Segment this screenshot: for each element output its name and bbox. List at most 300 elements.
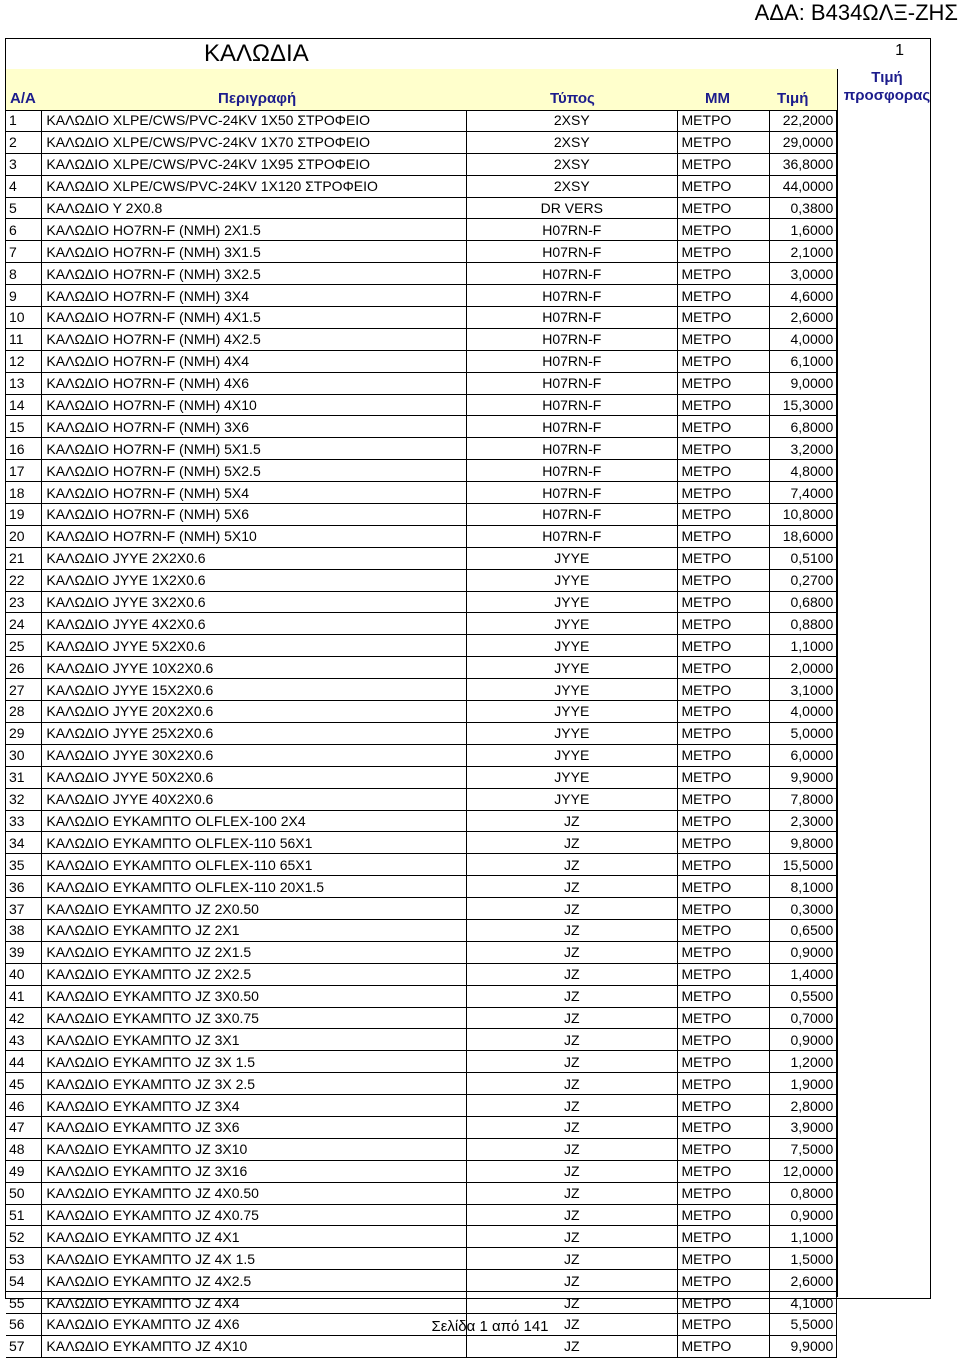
row-offer-price [837, 1073, 930, 1095]
row-unit: ΜΕΤΡΟ [677, 1313, 770, 1335]
row-price: 1,4000 [770, 963, 837, 985]
row-number: 32 [6, 788, 42, 810]
row-description: ΚΑΛΩΔΙΟ XLPE/CWS/PVC-24KV 1X50 ΣΤΡΟΦΕΙΟ [42, 110, 467, 131]
row-type: JZ [467, 876, 677, 898]
table-row [6, 372, 930, 394]
row-number: 1 [6, 110, 42, 131]
row-unit: ΜΕΤΡΟ [677, 372, 770, 394]
table-row [6, 1007, 930, 1029]
row-number: 8 [6, 263, 42, 285]
price-table [6, 110, 930, 1358]
row-offer-price [837, 307, 930, 329]
table-row [6, 1204, 930, 1226]
row-description: ΚΑΛΩΔΙΟ ΗΟ7RN-F (NMH) 4X6 [42, 372, 467, 394]
row-type: JZ [467, 832, 677, 854]
row-type: JZ [467, 898, 677, 920]
header-aa: Α/Α [10, 90, 36, 107]
table-row [6, 722, 930, 744]
row-type: JZ [467, 963, 677, 985]
table-row [6, 394, 930, 416]
row-number: 18 [6, 482, 42, 504]
row-unit: ΜΕΤΡΟ [677, 1335, 770, 1357]
table-row [6, 1138, 930, 1160]
table-row [6, 219, 930, 241]
row-type: JZ [467, 919, 677, 941]
row-offer-price [837, 1270, 930, 1292]
row-unit: ΜΕΤΡΟ [677, 285, 770, 307]
row-number: 28 [6, 701, 42, 723]
row-number: 2 [6, 131, 42, 153]
row-price: 0,9000 [770, 1204, 837, 1226]
row-unit: ΜΕΤΡΟ [677, 898, 770, 920]
row-price: 10,8000 [770, 504, 837, 526]
row-price: 29,0000 [770, 131, 837, 153]
table-row [6, 241, 930, 263]
row-type: 2XSY [467, 175, 677, 197]
row-offer-price [837, 963, 930, 985]
row-type: JYYE [467, 657, 677, 679]
row-description: ΚΑΛΩΔΙΟ ΕΥΚΑΜΠΤΟ OLFLEX-110 65X1 [42, 854, 467, 876]
row-unit: ΜΕΤΡΟ [677, 679, 770, 701]
row-type: H07RN-F [467, 263, 677, 285]
table-row [6, 525, 930, 547]
header-offer-price: Τιμή προσφορας [843, 69, 931, 104]
row-type: JYYE [467, 744, 677, 766]
row-unit: ΜΕΤΡΟ [677, 1029, 770, 1051]
row-unit: ΜΕΤΡΟ [677, 394, 770, 416]
row-offer-price [837, 1116, 930, 1138]
row-price: 7,4000 [770, 482, 837, 504]
row-number: 10 [6, 307, 42, 329]
row-number: 27 [6, 679, 42, 701]
table-row [6, 569, 930, 591]
row-type: H07RN-F [467, 328, 677, 350]
row-price: 1,6000 [770, 219, 837, 241]
table-row [6, 898, 930, 920]
row-offer-price [837, 788, 930, 810]
row-type: JZ [467, 1051, 677, 1073]
row-offer-price [837, 350, 930, 372]
row-type: JYYE [467, 788, 677, 810]
row-description: ΚΑΛΩΔΙΟ ΕΥΚΑΜΠΤΟ OLFLEX-110 56X1 [42, 832, 467, 854]
row-description: ΚΑΛΩΔΙΟ XLPE/CWS/PVC-24KV 1X70 ΣΤΡΟΦΕΙΟ [42, 131, 467, 153]
row-number: 33 [6, 810, 42, 832]
row-type: H07RN-F [467, 307, 677, 329]
row-number: 26 [6, 657, 42, 679]
header-description: Περιγραφή [218, 90, 297, 107]
row-description: ΚΑΛΩΔΙΟ ΗΟ7RN-F (NMH) 3X1.5 [42, 241, 467, 263]
row-number: 4 [6, 175, 42, 197]
row-unit: ΜΕΤΡΟ [677, 919, 770, 941]
table-row [6, 438, 930, 460]
row-type: JYYE [467, 569, 677, 591]
row-price: 0,2700 [770, 569, 837, 591]
row-description: ΚΑΛΩΔΙΟ ΗΟ7RN-F (NMH) 4X10 [42, 394, 467, 416]
row-unit: ΜΕΤΡΟ [677, 1007, 770, 1029]
row-description: ΚΑΛΩΔΙΟ XLPE/CWS/PVC-24KV 1X95 ΣΤΡΟΦΕΙΟ [42, 153, 467, 175]
table-row [6, 657, 930, 679]
table-row [6, 1095, 930, 1117]
table-row [6, 701, 930, 723]
row-description: ΚΑΛΩΔΙΟ ΕΥΚΑΜΠΤΟ OLFLEX-110 20X1.5 [42, 876, 467, 898]
row-number: 25 [6, 635, 42, 657]
row-type: H07RN-F [467, 504, 677, 526]
table-row [6, 679, 930, 701]
row-price: 3,2000 [770, 438, 837, 460]
row-type: JZ [467, 941, 677, 963]
row-unit: ΜΕΤΡΟ [677, 131, 770, 153]
row-type: H07RN-F [467, 372, 677, 394]
row-number: 56 [6, 1313, 42, 1335]
row-type: H07RN-F [467, 350, 677, 372]
row-type: 2XSY [467, 153, 677, 175]
row-type: JZ [467, 1138, 677, 1160]
row-type: JZ [467, 1073, 677, 1095]
row-unit: ΜΕΤΡΟ [677, 504, 770, 526]
table-row [6, 1051, 930, 1073]
row-price: 6,8000 [770, 416, 837, 438]
row-offer-price [837, 153, 930, 175]
row-offer-price [837, 1138, 930, 1160]
row-unit: ΜΕΤΡΟ [677, 657, 770, 679]
row-number: 16 [6, 438, 42, 460]
row-number: 36 [6, 876, 42, 898]
row-unit: ΜΕΤΡΟ [677, 416, 770, 438]
row-price: 0,9000 [770, 941, 837, 963]
row-price: 0,8000 [770, 1182, 837, 1204]
row-type: H07RN-F [467, 241, 677, 263]
row-number: 14 [6, 394, 42, 416]
row-unit: ΜΕΤΡΟ [677, 1270, 770, 1292]
table-row [6, 416, 930, 438]
row-description: ΚΑΛΩΔΙΟ ΕΥΚΑΜΠΤΟ JZ 3X0.75 [42, 1007, 467, 1029]
row-description: ΚΑΛΩΔΙΟ ΗΟ7RN-F (NMH) 5X6 [42, 504, 467, 526]
table-row [6, 307, 930, 329]
row-description: ΚΑΛΩΔΙΟ ΕΥΚΑΜΠΤΟ JZ 3X 2.5 [42, 1073, 467, 1095]
row-type: JZ [467, 1160, 677, 1182]
row-description: ΚΑΛΩΔΙΟ ΕΥΚΑΜΠΤΟ OLFLEX-100 2X4 [42, 810, 467, 832]
row-price: 0,6800 [770, 591, 837, 613]
row-description: ΚΑΛΩΔΙΟ ΕΥΚΑΜΠΤΟ JZ 4X2.5 [42, 1270, 467, 1292]
row-price: 0,7000 [770, 1007, 837, 1029]
row-description: ΚΑΛΩΔΙΟ JYYE 20X2X0.6 [42, 701, 467, 723]
row-description: ΚΑΛΩΔΙΟ ΗΟ7RN-F (NMH) 3X4 [42, 285, 467, 307]
row-price: 2,6000 [770, 307, 837, 329]
row-unit: ΜΕΤΡΟ [677, 1073, 770, 1095]
row-offer-price [837, 1182, 930, 1204]
row-description: ΚΑΛΩΔΙΟ ΗΟ7RN-F (NMH) 2X1.5 [42, 219, 467, 241]
row-unit: ΜΕΤΡΟ [677, 876, 770, 898]
row-price: 0,9000 [770, 1029, 837, 1051]
table-row [6, 1248, 930, 1270]
row-type: JYYE [467, 591, 677, 613]
table-row [6, 263, 930, 285]
row-number: 51 [6, 1204, 42, 1226]
row-description: ΚΑΛΩΔΙΟ ΗΟ7RN-F (NMH) 5X1.5 [42, 438, 467, 460]
row-type: JYYE [467, 722, 677, 744]
row-description: ΚΑΛΩΔΙΟ ΗΟ7RN-F (NMH) 5X4 [42, 482, 467, 504]
row-offer-price [837, 1292, 930, 1314]
row-description: ΚΑΛΩΔΙΟ ΕΥΚΑΜΠΤΟ JZ 3X4 [42, 1095, 467, 1117]
table-row [6, 131, 930, 153]
table-row [6, 1270, 930, 1292]
row-type: JYYE [467, 701, 677, 723]
row-unit: ΜΕΤΡΟ [677, 547, 770, 569]
row-price: 12,0000 [770, 1160, 837, 1182]
row-offer-price [837, 832, 930, 854]
row-number: 50 [6, 1182, 42, 1204]
row-offer-price [837, 635, 930, 657]
table-row [6, 197, 930, 219]
row-description: ΚΑΛΩΔΙΟ JYYE 40X2X0.6 [42, 788, 467, 810]
row-type: 2XSY [467, 131, 677, 153]
row-price: 1,2000 [770, 1051, 837, 1073]
table-row [6, 854, 930, 876]
ada-code: ΑΔΑ: Β434ΩΛΞ-ΖΗΣ [754, 0, 958, 25]
row-price: 15,3000 [770, 394, 837, 416]
row-offer-price [837, 1051, 930, 1073]
table-row [6, 832, 930, 854]
table-row [6, 504, 930, 526]
row-type: 2XSY [467, 110, 677, 131]
row-price: 6,0000 [770, 744, 837, 766]
row-description: ΚΑΛΩΔΙΟ ΕΥΚΑΜΠΤΟ JZ 4X4 [42, 1292, 467, 1314]
row-type: JYYE [467, 679, 677, 701]
row-description: ΚΑΛΩΔΙΟ ΗΟ7RN-F (NMH) 4X2.5 [42, 328, 467, 350]
row-unit: ΜΕΤΡΟ [677, 810, 770, 832]
row-price: 2,0000 [770, 657, 837, 679]
page-footer: Σελίδα 1 από 141 [431, 1318, 549, 1335]
row-unit: ΜΕΤΡΟ [677, 788, 770, 810]
table-row [6, 350, 930, 372]
row-price: 3,1000 [770, 679, 837, 701]
row-unit: ΜΕΤΡΟ [677, 1138, 770, 1160]
row-number: 45 [6, 1073, 42, 1095]
row-description: ΚΑΛΩΔΙΟ ΕΥΚΑΜΠΤΟ JZ 2X0.50 [42, 898, 467, 920]
table-row [6, 744, 930, 766]
row-unit: ΜΕΤΡΟ [677, 219, 770, 241]
row-unit: ΜΕΤΡΟ [677, 328, 770, 350]
row-price: 2,8000 [770, 1095, 837, 1117]
table-row [6, 635, 930, 657]
row-number: 6 [6, 219, 42, 241]
row-offer-price [837, 525, 930, 547]
row-price: 4,8000 [770, 460, 837, 482]
row-offer-price [837, 569, 930, 591]
row-unit: ΜΕΤΡΟ [677, 832, 770, 854]
row-offer-price [837, 438, 930, 460]
row-unit: ΜΕΤΡΟ [677, 175, 770, 197]
row-offer-price [837, 657, 930, 679]
row-price: 0,5500 [770, 985, 837, 1007]
row-price: 6,1000 [770, 350, 837, 372]
row-unit: ΜΕΤΡΟ [677, 307, 770, 329]
row-description: ΚΑΛΩΔΙΟ ΕΥΚΑΜΠΤΟ JZ 4X6 [42, 1313, 467, 1335]
row-price: 0,3800 [770, 197, 837, 219]
row-description: ΚΑΛΩΔΙΟ ΗΟ7RN-F (NMH) 4X1.5 [42, 307, 467, 329]
row-offer-price [837, 241, 930, 263]
row-price: 2,3000 [770, 810, 837, 832]
row-offer-price [837, 985, 930, 1007]
table-row [6, 285, 930, 307]
row-unit: ΜΕΤΡΟ [677, 1182, 770, 1204]
row-offer-price [837, 131, 930, 153]
row-unit: ΜΕΤΡΟ [677, 1248, 770, 1270]
row-price: 4,0000 [770, 328, 837, 350]
table-row [6, 110, 930, 131]
row-offer-price [837, 394, 930, 416]
row-type: JZ [467, 1292, 677, 1314]
table-row [6, 788, 930, 810]
row-price: 44,0000 [770, 175, 837, 197]
row-offer-price [837, 876, 930, 898]
row-price: 0,8800 [770, 613, 837, 635]
row-type: JZ [467, 1313, 677, 1335]
row-type: JZ [467, 1007, 677, 1029]
row-number: 35 [6, 854, 42, 876]
row-description: ΚΑΛΩΔΙΟ ΕΥΚΑΜΠΤΟ JZ 3X0.50 [42, 985, 467, 1007]
row-unit: ΜΕΤΡΟ [677, 1116, 770, 1138]
table-row [6, 1073, 930, 1095]
row-price: 1,1000 [770, 635, 837, 657]
header-unit: ΜΜ [705, 90, 730, 107]
table-row [6, 876, 930, 898]
row-number: 42 [6, 1007, 42, 1029]
row-unit: ΜΕΤΡΟ [677, 613, 770, 635]
row-offer-price [837, 1226, 930, 1248]
row-price: 3,0000 [770, 263, 837, 285]
row-offer-price [837, 854, 930, 876]
row-description: ΚΑΛΩΔΙΟ ΕΥΚΑΜΠΤΟ JZ 4X0.50 [42, 1182, 467, 1204]
row-price: 2,1000 [770, 241, 837, 263]
table-row [6, 1292, 930, 1314]
row-unit: ΜΕΤΡΟ [677, 1051, 770, 1073]
row-number: 20 [6, 525, 42, 547]
row-price: 4,0000 [770, 701, 837, 723]
row-description: ΚΑΛΩΔΙΟ JYYE 2X2X0.6 [42, 547, 467, 569]
row-description: ΚΑΛΩΔΙΟ ΗΟ7RN-F (NMH) 5X2.5 [42, 460, 467, 482]
row-price: 2,6000 [770, 1270, 837, 1292]
row-description: ΚΑΛΩΔΙΟ JYYE 3X2X0.6 [42, 591, 467, 613]
row-number: 5 [6, 197, 42, 219]
row-price: 4,6000 [770, 285, 837, 307]
row-offer-price [837, 766, 930, 788]
row-price: 1,1000 [770, 1226, 837, 1248]
row-type: H07RN-F [467, 525, 677, 547]
row-type: JZ [467, 1270, 677, 1292]
row-description: ΚΑΛΩΔΙΟ XLPE/CWS/PVC-24KV 1X120 ΣΤΡΟΦΕΙΟ [42, 175, 467, 197]
row-unit: ΜΕΤΡΟ [677, 525, 770, 547]
row-type: JZ [467, 1182, 677, 1204]
table-row [6, 1160, 930, 1182]
row-description: ΚΑΛΩΔΙΟ ΕΥΚΑΜΠΤΟ JZ 3X 1.5 [42, 1051, 467, 1073]
row-number: 22 [6, 569, 42, 591]
row-price: 9,8000 [770, 832, 837, 854]
row-unit: ΜΕΤΡΟ [677, 110, 770, 131]
row-unit: ΜΕΤΡΟ [677, 460, 770, 482]
row-price: 1,9000 [770, 1073, 837, 1095]
table-row [6, 613, 930, 635]
row-price: 18,6000 [770, 525, 837, 547]
row-type: JYYE [467, 547, 677, 569]
row-price: 9,9000 [770, 1335, 837, 1357]
row-description: ΚΑΛΩΔΙΟ ΗΟ7RN-F (NMH) 3X6 [42, 416, 467, 438]
row-type: JZ [467, 1029, 677, 1051]
row-offer-price [837, 679, 930, 701]
row-number: 17 [6, 460, 42, 482]
row-offer-price [837, 372, 930, 394]
table-row [6, 766, 930, 788]
row-unit: ΜΕΤΡΟ [677, 241, 770, 263]
row-description: ΚΑΛΩΔΙΟ ΕΥΚΑΜΠΤΟ JZ 2X2.5 [42, 963, 467, 985]
row-number: 57 [6, 1335, 42, 1357]
row-number: 31 [6, 766, 42, 788]
row-unit: ΜΕΤΡΟ [677, 482, 770, 504]
row-unit: ΜΕΤΡΟ [677, 766, 770, 788]
row-number: 43 [6, 1029, 42, 1051]
row-price: 7,8000 [770, 788, 837, 810]
row-description: ΚΑΛΩΔΙΟ ΕΥΚΑΜΠΤΟ JZ 4X0.75 [42, 1204, 467, 1226]
row-type: JYYE [467, 613, 677, 635]
row-description: ΚΑΛΩΔΙΟ JYYE 5X2X0.6 [42, 635, 467, 657]
row-price: 0,6500 [770, 919, 837, 941]
row-number: 24 [6, 613, 42, 635]
row-type: H07RN-F [467, 482, 677, 504]
row-description: ΚΑΛΩΔΙΟ JYYE 50X2X0.6 [42, 766, 467, 788]
row-price: 0,3000 [770, 898, 837, 920]
table-row [6, 175, 930, 197]
row-number: 30 [6, 744, 42, 766]
row-unit: ΜΕΤΡΟ [677, 635, 770, 657]
table-row [6, 919, 930, 941]
row-offer-price [837, 919, 930, 941]
row-type: JZ [467, 854, 677, 876]
row-description: ΚΑΛΩΔΙΟ ΕΥΚΑΜΠΤΟ JZ 4X 1.5 [42, 1248, 467, 1270]
table-row [6, 1029, 930, 1051]
row-type: JZ [467, 810, 677, 832]
table-row [6, 985, 930, 1007]
row-type: H07RN-F [467, 219, 677, 241]
row-offer-price [837, 722, 930, 744]
row-offer-price [837, 941, 930, 963]
row-description: ΚΑΛΩΔΙΟ JYYE 4X2X0.6 [42, 613, 467, 635]
row-offer-price [837, 416, 930, 438]
table-row [6, 963, 930, 985]
row-unit: ΜΕΤΡΟ [677, 722, 770, 744]
row-offer-price [837, 591, 930, 613]
row-number: 11 [6, 328, 42, 350]
row-offer-price [837, 219, 930, 241]
row-number: 34 [6, 832, 42, 854]
row-unit: ΜΕΤΡΟ [677, 1160, 770, 1182]
table-row [6, 460, 930, 482]
row-type: JZ [467, 1204, 677, 1226]
row-description: ΚΑΛΩΔΙΟ ΗΟ7RN-F (NMH) 3X2.5 [42, 263, 467, 285]
row-number: 47 [6, 1116, 42, 1138]
row-unit: ΜΕΤΡΟ [677, 197, 770, 219]
row-unit: ΜΕΤΡΟ [677, 854, 770, 876]
row-price: 5,5000 [770, 1313, 837, 1335]
row-type: JZ [467, 1248, 677, 1270]
row-number: 54 [6, 1270, 42, 1292]
row-number: 38 [6, 919, 42, 941]
row-description: ΚΑΛΩΔΙΟ ΕΥΚΑΜΠΤΟ JZ 3X16 [42, 1160, 467, 1182]
row-type: H07RN-F [467, 416, 677, 438]
row-price: 8,1000 [770, 876, 837, 898]
row-description: ΚΑΛΩΔΙΟ JYYE 10X2X0.6 [42, 657, 467, 679]
row-type: H07RN-F [467, 460, 677, 482]
row-offer-price [837, 898, 930, 920]
